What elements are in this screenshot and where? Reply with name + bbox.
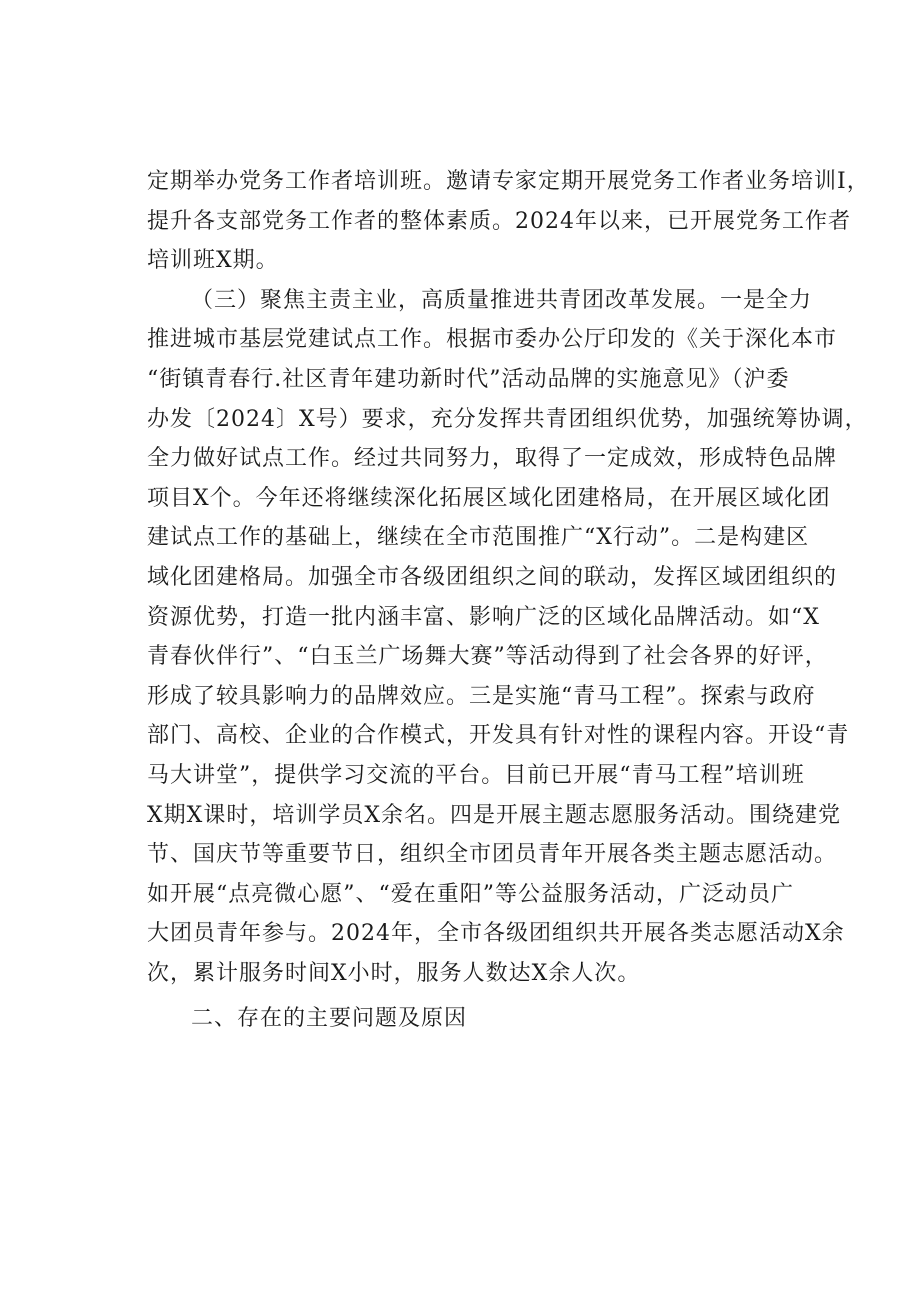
paragraph-youth-league-reform [147,281,868,994]
text-line: 建试点工作的基础上，继续在全市范围推广“X行动”。二是构建区 [147,525,810,551]
text-line: X期X课时，培训学员X余名。四是开展主题志愿服务活动。围绕建党 [147,802,841,828]
text-line: 次，累计服务时间X小时，服务人数达X余人次。 [147,960,641,986]
document-body [147,162,870,1039]
text-line: 马大讲堂”，提供学习交流的平台。目前已开展“青马工程”培训班 [147,762,805,788]
text-line: 如开展“点亮微心愿”、“爱在重阳”等公益服务活动，广泛动员广 [147,881,794,907]
text-line-first: （三）聚焦主责主业，高质量推进共青团改革发展。一是全力 [191,287,813,313]
section-heading: 二、存在的主要问题及原因 [191,1006,468,1032]
text-line: 培训班X期。 [147,248,279,274]
text-line: 大团员青年参与。2024年，全市各级团组织共开展各类志愿活动X余 [147,921,845,947]
text-line: 提升各支部党务工作者的整体素质。2024年以来，已开展党务工作者 [147,208,851,234]
text-line: 节、国庆节等重要节日，组织全市团员青年开展各类主题志愿活动。 [147,842,838,868]
text-line: 资源优势，打造一批内涵丰富、影响广泛的区域化品牌活动。如“X [147,604,820,630]
text-line: 办发〔2024〕X号）要求，充分发挥共青团组织优势，加强统筹协调， [147,406,868,432]
text-line: 青春伙伴行”、“白玉兰广场舞大赛”等活动得到了社会各界的好评， [147,644,828,670]
text-line: 项目X个。今年还将继续深化拓展区域化团建格局，在开展区域化团 [147,485,831,511]
text-line: “街镇青春行.社区青年建功新时代”活动品牌的实施意见》（沪委 [147,366,790,392]
text-line: 域化团建格局。加强全市各级团组织之间的联动，发挥区域团组织的 [147,564,838,590]
text-line: 全力做好试点工作。经过共同努力，取得了一定成效，形成特色品牌 [147,446,838,472]
text-line: 推进城市基层党建试点工作。根据市委办公厅印发的《关于深化本市 [147,327,838,353]
text-line: 形成了较具影响力的品牌效应。三是实施“青马工程”。探索与政府 [147,683,816,709]
paragraph-training [147,162,870,281]
text-line: 定期举办党务工作者培训班。邀请专家定期开展党务工作者业务培训I， [147,169,870,194]
text-line: 部门、高校、企业的合作模式，开发具有针对性的课程内容。开设“青 [147,723,850,749]
